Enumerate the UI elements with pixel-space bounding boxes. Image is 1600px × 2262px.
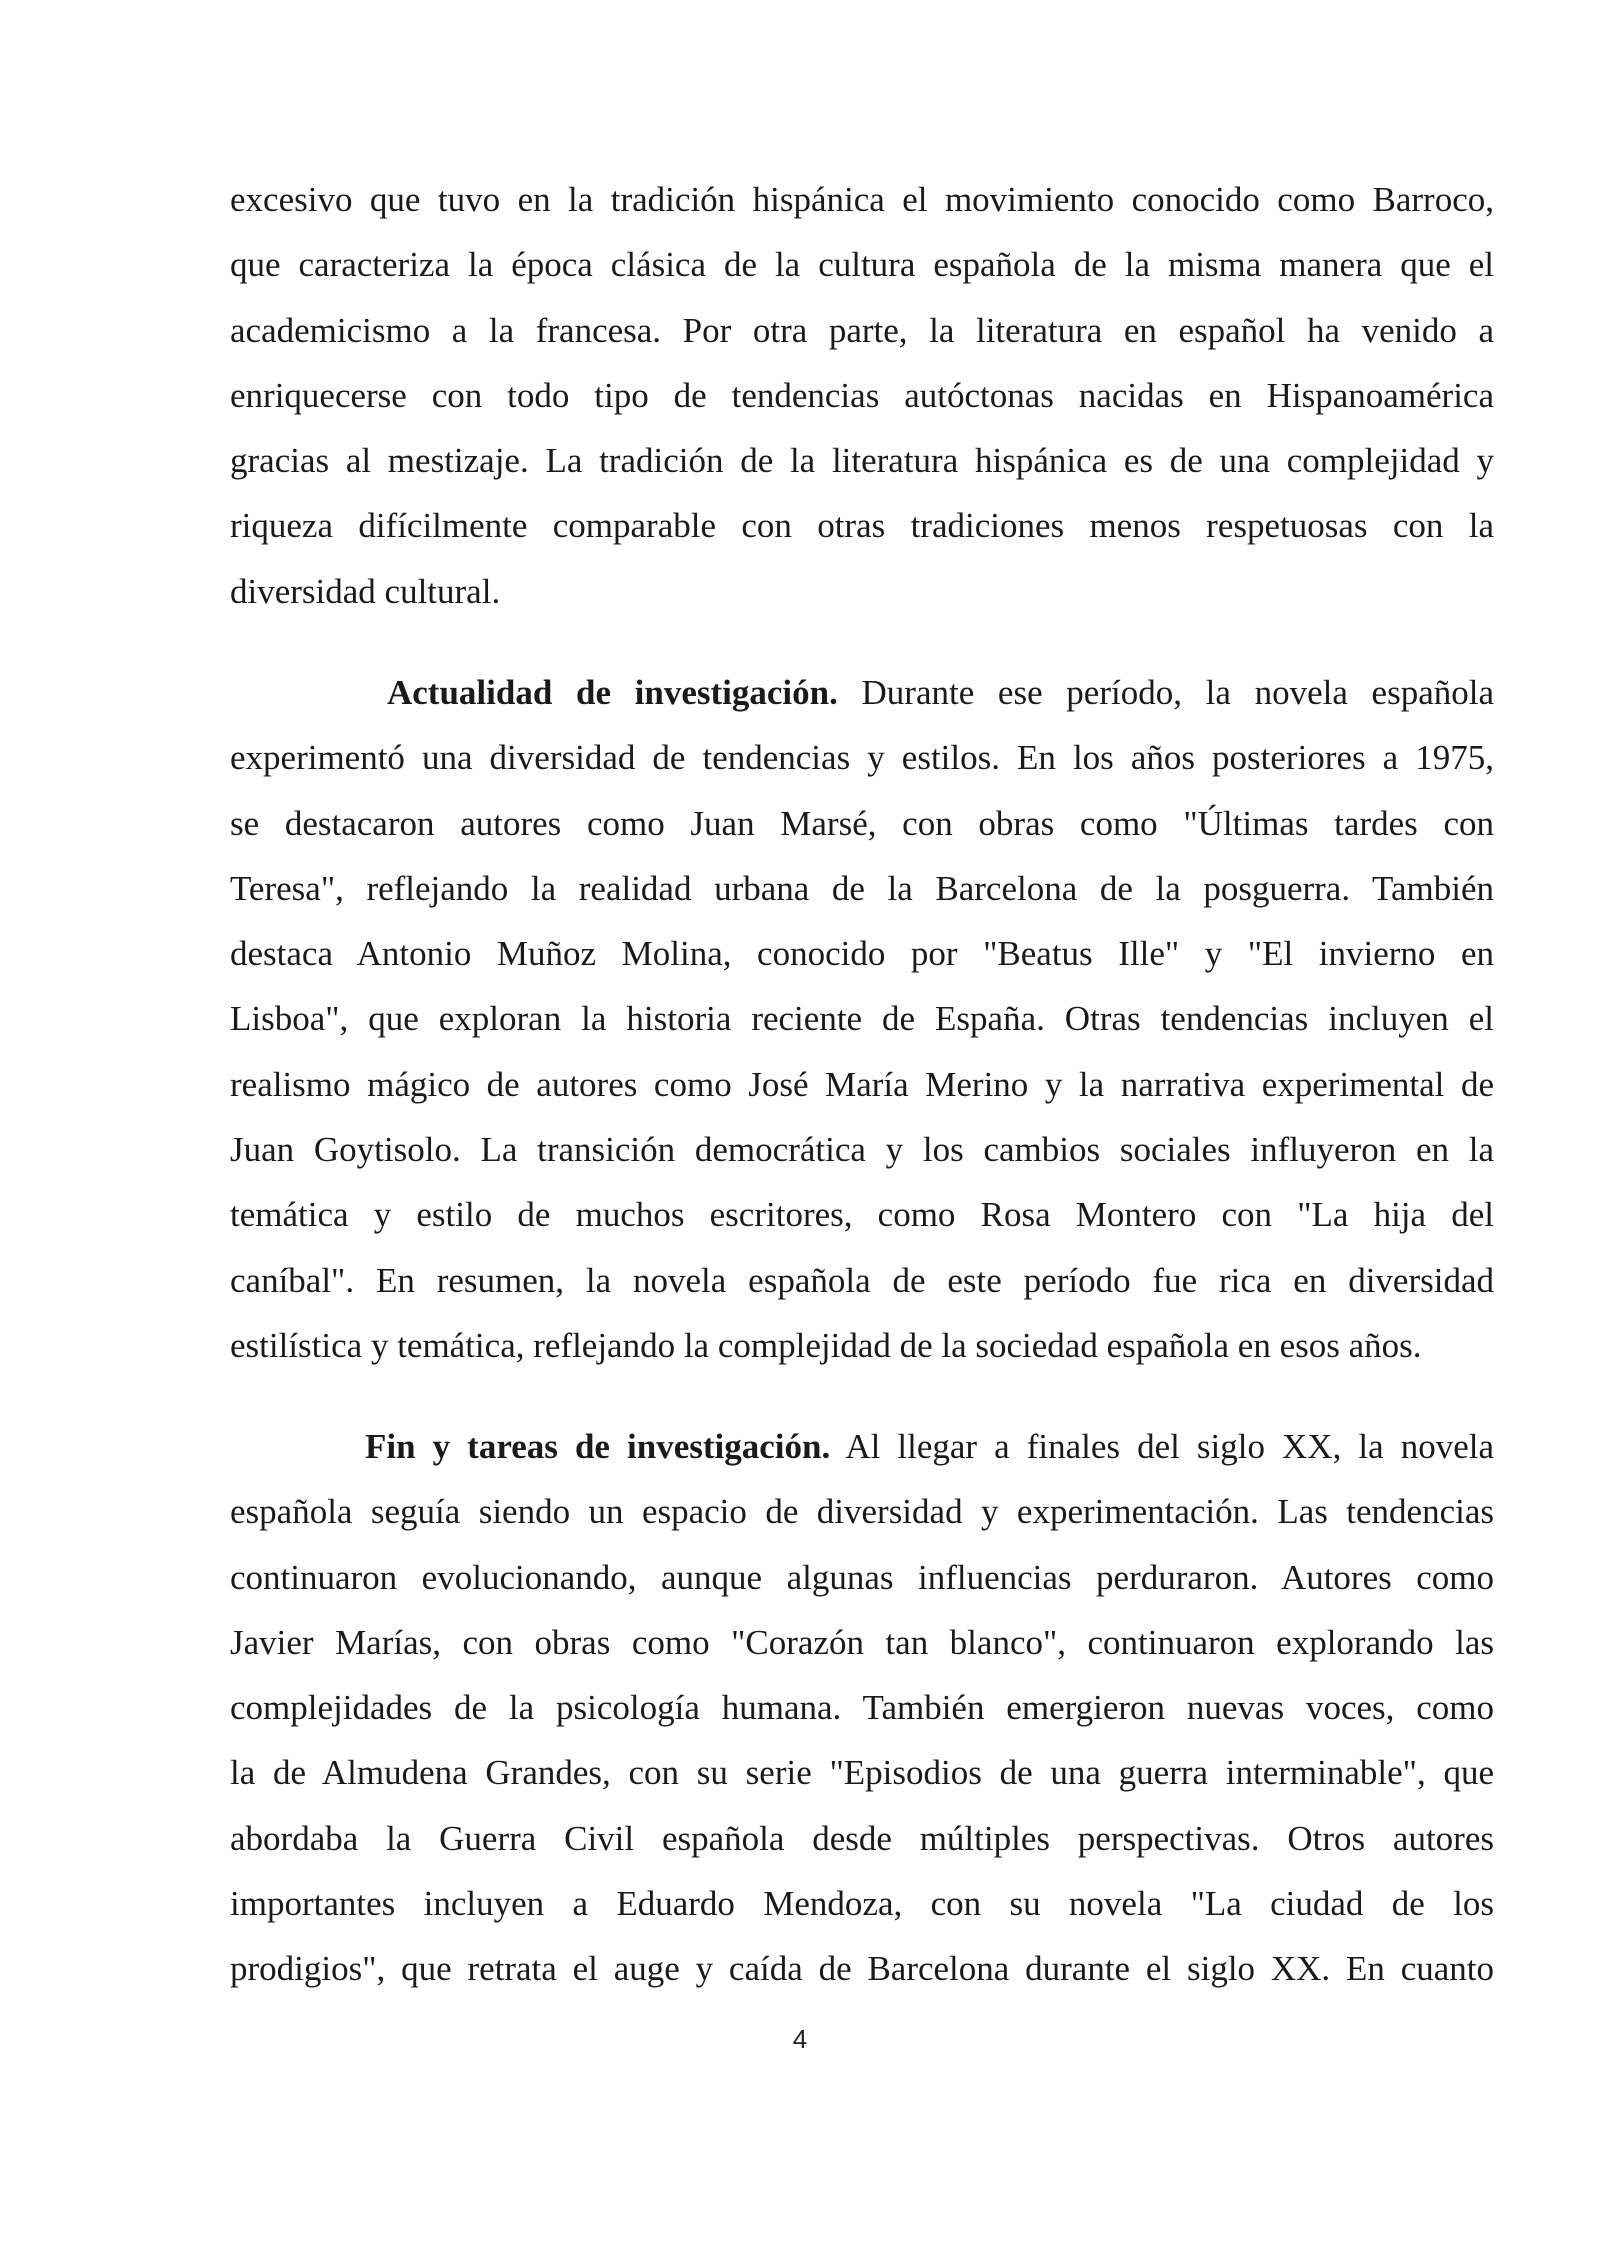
- paragraph-line: Teresa", reflejando la realidad urbana de la Barcelona de la posguerra. También: [230, 868, 1494, 908]
- paragraph-line: que caracteriza la época clásica de la cultura española de la misma manera que el: [230, 245, 1494, 285]
- paragraph-first-line: [230, 1414, 1494, 1479]
- paragraph-line: Lisboa", que exploran la historia reciente de España. Otras tendencias incluyen el: [230, 999, 1494, 1039]
- paragraph-line: se destacaron autores como Juan Marsé, con obras como "Últimas tardes con: [230, 803, 1494, 843]
- paragraph-line-text: Al llegar a finales del siglo XX, la novela: [830, 1427, 1494, 1466]
- paragraph-line: Juan Goytisolo. La transición democrática y los cambios sociales influyeron en la: [230, 1130, 1494, 1170]
- paragraph-first-line: [230, 660, 1494, 725]
- paragraph-line: experimentó una diversidad de tendencias y estilos. En los años posteriores a 1975,: [230, 738, 1494, 778]
- section-heading-actualidad: Actualidad de investigación.: [387, 673, 838, 712]
- paragraph-line: gracias al mestizaje. La tradición de la literatura hispánica es de una complejidad y: [230, 441, 1494, 481]
- paragraph-line: continuaron evolucionando, aunque algunas influencias perduraron. Autores como: [230, 1557, 1494, 1597]
- paragraph-line: diversidad cultural.: [230, 571, 501, 611]
- paragraph-actualidad: [230, 660, 1494, 1378]
- paragraph-line: estilística y temática, reflejando la complejidad de la sociedad española en esos años.: [230, 1325, 1422, 1365]
- paragraph-line: complejidades de la psicología humana. También emergieron nuevas voces, como: [230, 1688, 1494, 1728]
- section-heading-fin-y-tareas: Fin y tareas de investigación.: [365, 1427, 831, 1466]
- paragraph-line: excesivo que tuvo en la tradición hispánica el movimiento conocido como Barroco,: [230, 180, 1494, 219]
- paragraph-line: academicismo a la francesa. Por otra parte, la literatura en español ha venido a: [230, 310, 1494, 350]
- paragraph-line: realismo mágico de autores como José María Merino y la narrativa experimental de: [230, 1064, 1494, 1104]
- paragraph-line: caníbal". En resumen, la novela española de este período fue rica en diversidad: [230, 1260, 1494, 1300]
- paragraph-line: abordaba la Guerra Civil española desde múltiples perspectivas. Otros autores: [230, 1818, 1494, 1858]
- page-number: 4: [792, 2024, 808, 2054]
- paragraph-line: Javier Marías, con obras como "Corazón tan blanco", continuaron explorando las: [230, 1622, 1494, 1662]
- paragraph-line: enriquecerse con todo tipo de tendencias autóctonas nacidas en Hispanoamérica: [230, 375, 1494, 415]
- paragraph-line: temática y estilo de muchos escritores, como Rosa Montero con "La hija del: [230, 1195, 1494, 1235]
- paragraph-line: riqueza difícilmente comparable con otras tradiciones menos respetuosas con la: [230, 506, 1494, 546]
- paragraph-line: la de Almudena Grandes, con su serie "Episodios de una guerra interminable", que: [230, 1753, 1494, 1793]
- paragraph-line: española seguía siendo un espacio de diversidad y experimentación. Las tendencias: [230, 1492, 1494, 1532]
- paragraph-line: prodigios", que retrata el auge y caída de Barcelona durante el siglo XX. En cuanto: [230, 1949, 1494, 1989]
- paragraph-barroco: [230, 167, 1494, 624]
- paragraph-line-text: Durante ese período, la novela española: [837, 673, 1494, 712]
- paragraph-line: importantes incluyen a Eduardo Mendoza, con su novela "La ciudad de los: [230, 1884, 1494, 1924]
- paragraph-line: destaca Antonio Muñoz Molina, conocido por "Beatus Ille" y "El invierno en: [230, 934, 1494, 974]
- paragraph-fin-y-tareas: [230, 1414, 1494, 2002]
